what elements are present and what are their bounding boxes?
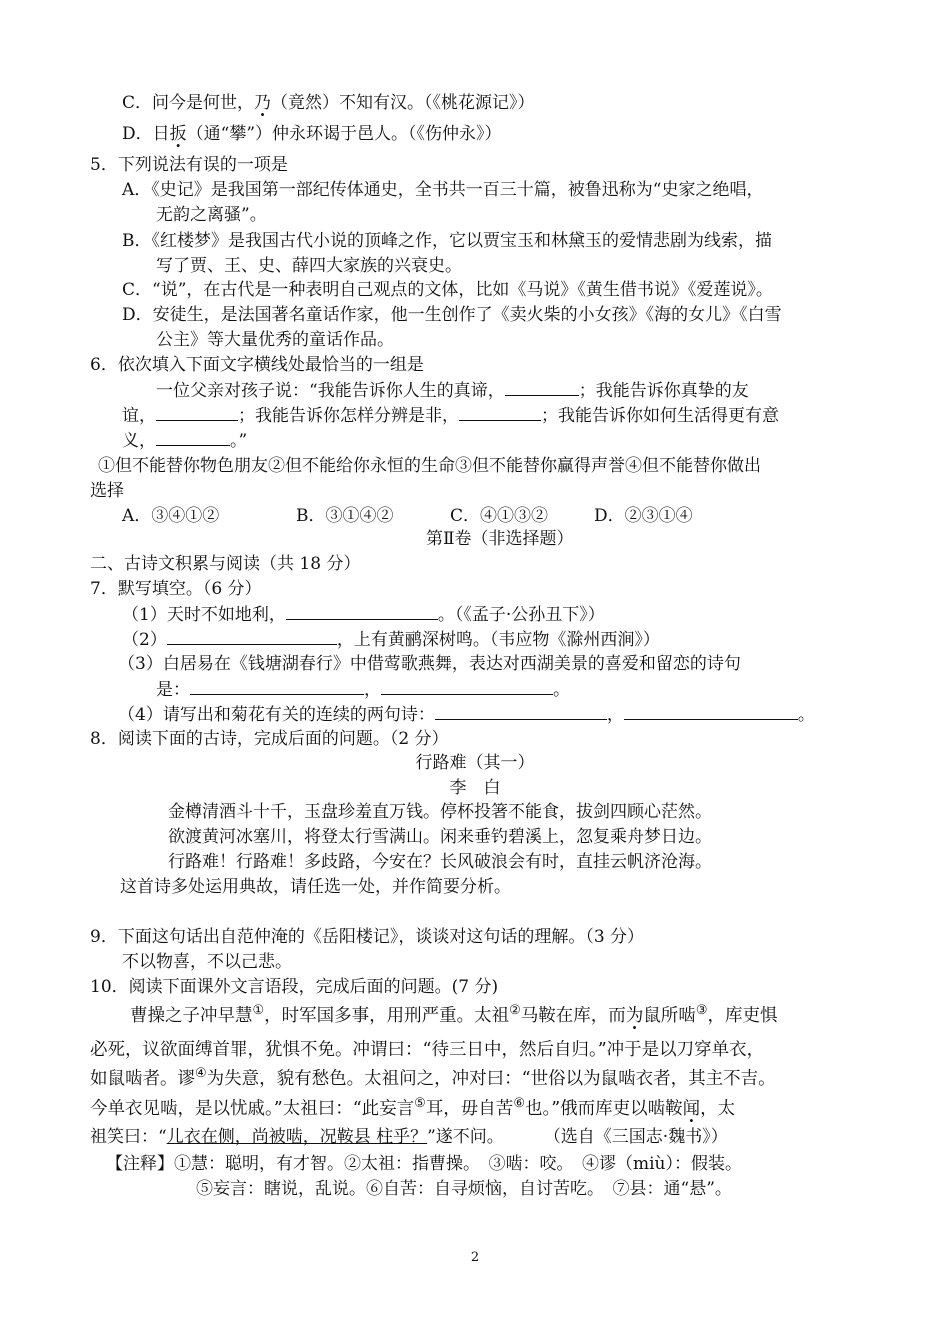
q10-notes-line1: 【注释】①慧：聪明，有才智。②太祖：指曹操。 ③啮：咬。 ④谬（miù）：假装。 (106, 1154, 743, 1174)
q5-stem: 5．下列说法有误的一项是 (90, 155, 288, 175)
q7-blank-1[interactable] (286, 603, 438, 620)
q6-options-cont: 选择 (90, 481, 124, 501)
poem-line-3: 行路难！行路难！多歧路，今安在？长风破浪会有时，直挂云帆济沧海。 (168, 852, 712, 872)
q7-blank-2[interactable] (167, 628, 337, 645)
q6-blank-3[interactable] (459, 404, 541, 421)
q10-passage-line4: 今单衣见啮，是以忧戚。”太祖曰：“此妄言⑤耳，毋自苦⑥也。”俄而库吏以啮鞍闻，太 (90, 1096, 736, 1119)
q6-blank-4[interactable] (156, 429, 230, 446)
q5-option-a: A．《史记》是我国第一部纪传体通史，全书共一百三十篇，被鲁迅称为“史家之绝唱， (122, 180, 764, 200)
q7-item-1: （1）天时不如地利， 。（《孟子·公孙丑下》） (122, 605, 605, 625)
q5-option-d: D．安徒生，是法国著名童话作家，他一生创作了《卖火柴的小女孩》《海的女儿》《白雪 (122, 305, 782, 325)
q10-underlined-sentence: 儿衣在侧，尚被啮，况鞍县 柱乎？ (166, 1127, 428, 1147)
q6-choice-d: D．②③①④ (594, 506, 693, 526)
q7-stem: 7．默写填空。（6 分） (90, 579, 262, 599)
q7-blank-4[interactable] (381, 678, 553, 695)
part2-title: 第Ⅱ卷（非选择题） (426, 529, 574, 549)
q6-passage-line2: 谊， ；我能告诉你怎样分辨是非， ；我能告诉你如何生活得更有意 (122, 406, 779, 426)
poem-title: 行路难（其一） (415, 753, 535, 773)
q7-item-2: （2） ，上有黄鹂深树鸣。（韦应物《滁州西涧》） (122, 630, 660, 650)
q7-item-3-cont: 是： ， 。 (156, 680, 570, 700)
page-number: 2 (470, 1250, 480, 1265)
poem-line-2: 欲渡黄河冰塞川，将登太行雪满山。闲来垂钓碧溪上，忽复乘舟梦日边。 (168, 827, 712, 847)
q9-quote: 不以物喜，不以己悲。 (122, 952, 292, 972)
q5-option-b: B．《红楼梦》是我国古代小说的顶峰之作，它以贾宝玉和林黛玉的爱情悲剧为线索，描 (122, 231, 772, 251)
q6-choice-a: A．③④①② (122, 506, 220, 526)
q6-options: ①但不能替你物色朋友②但不能给你永恒的生命③但不能替你赢得声誉④但不能替你做出 (98, 456, 761, 476)
q7-blank-3[interactable] (190, 678, 364, 695)
q10-passage-line2: 必死，议欲面缚首罪，犹惧不免。冲谓曰：“待三日中，然后自归。”冲于是以刀穿单衣， (90, 1040, 765, 1060)
q7-blank-5[interactable] (435, 703, 607, 720)
poem-author: 李 白 (449, 778, 501, 798)
q9-stem: 9．下面这句话出自范仲淹的《岳阳楼记》，谈谈对这句话的理解。（3 分） (90, 927, 645, 947)
q10-passage-line1: 曹操之子冲早慧①，时军国多事，用刑严重。太祖②马鞍在库，而为鼠所啮③，库吏惧 (130, 1003, 778, 1026)
q4-option-c: C．问今是何世，乃（竟然）不知有汉。（《桃花源记》） (122, 93, 535, 113)
q5-option-a-cont: 无韵之离骚”。 (156, 205, 267, 225)
q7-item-3: （3）白居易在《钱塘湖春行》中借莺歌燕舞，表达对西湖美景的喜爱和留恋的诗句 (118, 654, 741, 674)
q10-passage-line3: 如鼠啮者。谬④为失意，貌有愁色。太祖问之，冲对曰：“世俗以为鼠啮衣者，其主不吉。 (90, 1066, 776, 1089)
q10-passage-line5: 祖笑曰：“儿衣在侧，尚被啮，况鞍县 柱乎？”遂不问。 （选自《三国志·魏书》） (90, 1127, 728, 1147)
q6-stem: 6．依次填入下面文字横线处最恰当的一组是 (90, 355, 424, 375)
q10-notes-line2: ⑤妄言：瞎说，乱说。⑥自苦：自寻烦恼，自讨苦吃。 ⑦县：通“悬”。 (196, 1179, 732, 1199)
q5-option-c: C．“说”，在古代是一种表明自己观点的文体，比如《马说》《黄生借书说》《爱莲说》。 (122, 280, 773, 300)
poem-line-1: 金樽清酒斗十千，玉盘珍羞直万钱。停杯投箸不能食，拔剑四顾心茫然。 (168, 802, 712, 822)
section2-heading: 二、古诗文积累与阅读（共 18 分） (90, 554, 361, 574)
q6-choice-c: C．④①③② (450, 506, 549, 526)
q7-item-4: （4）请写出和菊花有关的连续的两句诗： ， 。 (118, 705, 815, 725)
q4-option-d: D．日扳（通“攀”）仲永环谒于邑人。（《伤仲永》） (122, 124, 502, 144)
q5-option-d-cont: 公主》等大量优秀的童话作品。 (156, 330, 394, 350)
q6-passage-line3: 义， 。” (122, 431, 248, 451)
q6-blank-1[interactable] (505, 379, 579, 396)
q6-blank-2[interactable] (156, 404, 238, 421)
q10-source: （选自《三国志·魏书》） (543, 1127, 728, 1147)
q8-stem: 8．阅读下面的古诗，完成后面的问题。（2 分） (90, 729, 449, 749)
q5-option-b-cont: 写了贾、王、史、薛四大家族的兴衰史。 (156, 256, 462, 276)
q6-passage-line1: 一位父亲对孩子说：“我能告诉你人生的真谛， ；我能告诉你真挚的友 (156, 381, 749, 401)
q6-choice-b: B．③①④② (296, 506, 394, 526)
q7-blank-6[interactable] (624, 703, 798, 720)
q8-question: 这首诗多处运用典故，请任选一处，并作简要分析。 (120, 877, 511, 897)
q10-stem: 10．阅读下面课外文言语段，完成后面的问题。(7 分) (90, 977, 499, 997)
